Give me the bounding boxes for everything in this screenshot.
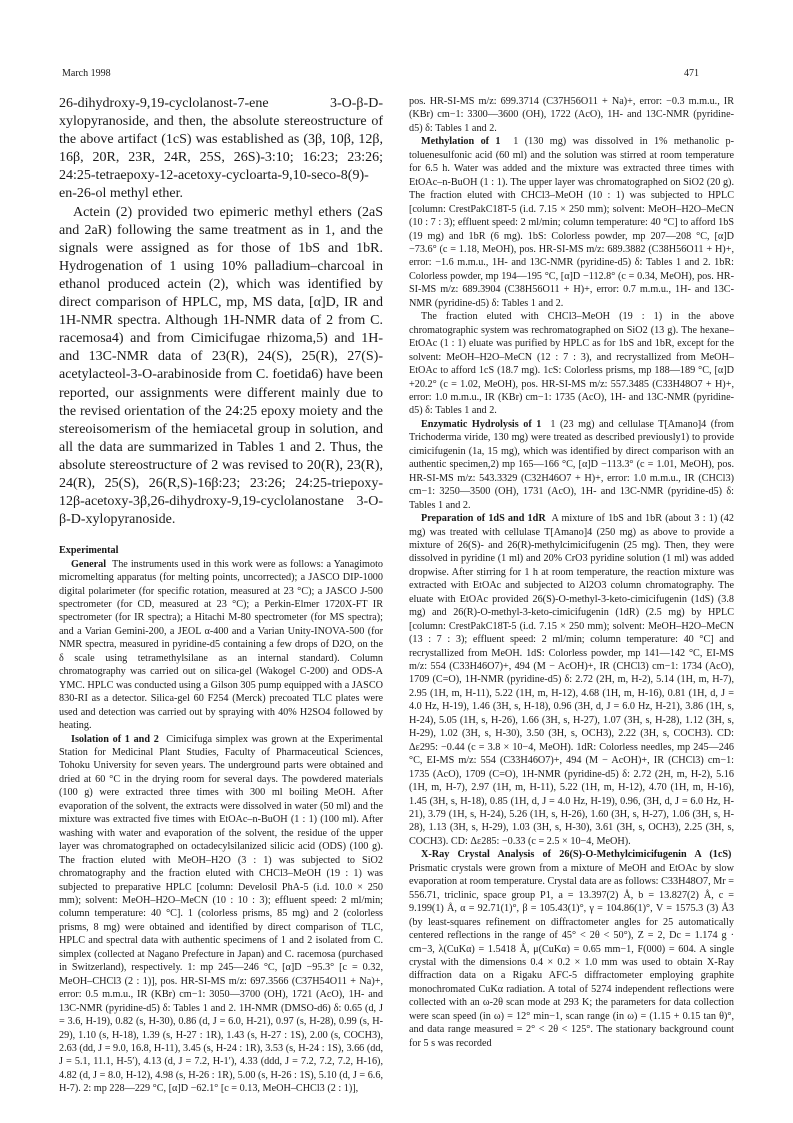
paragraph-text: Cimicifuga simplex was grown at the Experimental Station for Medicinal Plant Studies, Faculty of Pharmaceutical Sciences, Tohoku University for seven years. The underground parts were obtained and dried at 60 °C in the drying room for several days. The powdered materials (100 g) were extracted three times with 300 ml boiling MeOH. After evaporation of the solvent, the extracts were dissolved in water (50 ml) and the mixture was extracted five times with EtOAc–n-BuOH (1 : 1) (100 ml). After washing with water and evaporation of the solvent, the residue of the upper layer was chromatographed on octadecylsilanized silicic acid (ODS) (100 g). The fraction eluted with MeOH–H2O (3 : 1) was subjected to SiO2 chromatography and the fraction eluted with CHCl3–MeOH (19 : 1) was subjected to preparative HPLC [column: Develosil PhA-5 (i.d. 10.0 × 250 mm); solvent: MeOH–H2O–MeCN (10 : 10 : 3); effluent speed: 2 ml/min; column temperature: 40 °C]. 1 (colorless prisms, 85 mg) and 2 (colorless prisms, 8 mg) were obtained and identified by direct comparison of TLC, HPLC and spectral data with authentic specimens of 1 and 2 isolated from C. simplex (collected at Nagano Prefecture in Japan) and C. racemosa (purchased in Switzerland), respectively. 1: mp 245—246 °C, [α]D −95.3° [c = 0.32, MeOH–CHCl3 (2 : 1)], pos. HR-SI-MS m/z: 697.3566 (C37H54O11 + Na)+, error: 0.5 m.m.u., IR (KBr) cm−1: 3050—3700 (OH), 1721 (AcO), 1H- and 13C-NMR (pyridine-d5) δ: Tables 1 and 2. 1H-NMR (DMSO-d6) δ: 0.65 (d, J = 3.6, H-19), 0.82 (s, H-30), 0.86 (d, J = 6.0, H-21), 0.97 (s, H-28), 0.99 (s, H-29), 1.10 (s, H-18), 1.39 (s, H-27 : 1R), 1.43 (s, H-27 : 1S), 2.00 (s, COCH3), 2.63 (dd, J = 9.0, 16.8, H-11), 3.45 (s, H-24 : 1R), 3.53 (s, H-24 : 1S), 3.66 (dd, J = 5.1, 11.1, H-5′), 4.13 (d, J = 7.2, H-1′), 4.33 (ddd, J = 7.2, 7.2, 7.2, H-16), 4.82 (d, J = 8.0, H-12), 4.98 (s, H-26 : 1R), 5.00 (s, H-26 : 1S), 5.10 (d, J = 6.6, H-7). 2: mp 228—229 °C, [α]D −62.1° [c = 0.13, MeOH–CHCl3 (2 : 1)],	[59, 733, 384, 1095]
paragraph-text: The instruments used in this work were as follows: a Yanagimoto micromelting apparatus (for melting points, uncorrected); a JASCO DIP-1000 digital polarimeter (for specific rotation, measured at 23 °C); a JASCO J-500 spectrometer (for CD, measured at 23 °C); a Perkin-Elmer 1720X-FT IR spectrometer (for IR spectra); a Hitachi M-80 spectrometer (for MS spectra); and a Varian Gemini-200, a JEOL α-400 and a Varian Unity-INOVA-500 (for NMR spectra, measured in pyridine-d5 containing a few drops of D2O, on the δ scale using tetramethylsilane as an internal standard). Column chromatography was carried out on silica-gel (Wakogel C-200) and ODS-A YMC. HPLC was conducted using a Gilson 305 pump equipped with a JASCO 830-RI as a detector. Silica-gel 60 F254 (Merck) precoated TLC plates were used and detection was carried out by spraying with 40% H2SO4 followed by heating.	[59, 558, 383, 732]
paragraph-title: Isolation of 1 and 2	[71, 733, 159, 745]
right-column	[409, 95, 734, 1079]
paragraph-title: X-Ray Crystal Analysis of 26(S)-O-Methylcimicifugenin A (1cS)	[421, 849, 732, 861]
discussion-section	[59, 95, 383, 529]
paragraph-title: Methylation of 1	[421, 136, 501, 148]
experimental-paragraph	[409, 848, 734, 1050]
experimental-paragraph	[59, 733, 383, 1096]
running-header-date: March 1998	[62, 68, 111, 79]
experimental-heading: Experimental	[59, 545, 119, 557]
paragraph-title: Enzymatic Hydrolysis of 1	[421, 418, 542, 430]
left-column	[59, 95, 384, 1095]
experimental-paragraph	[59, 558, 383, 733]
experimental-paragraph	[409, 310, 734, 418]
paragraph-text: 1 (23 mg) and cellulase T[Amano]4 (from Trichoderma viride, 130 mg) were treated as described previously1) to provide cimicifugenin (1a, 15 mg), which was identified by direct comparison with an authentic specimen,2) mp 165—166 °C, [α]D −113.3° (c = 1.01, MeOH), pos. HR-SI-MS m/z: 543.3329 (C32H46O7 + H)+, error: 1.0 m.m.u., IR (CHCl3) cm−1: 3250—3500 (OH), 1731 (AcO), 1H- and 13C-NMR (pyridine-d5) δ: Tables 1 and 2.	[409, 418, 734, 511]
discussion-paragraph: 26-dihydroxy-9,19-cyclolanost-7-ene 3-O-β-D-xylopyranoside, and then, the absolute stereostructure of the above artifact (1cS) was established as (3β, 10β, 12β, 16β, 20R, 23R, 24R, 25S, 26S)-3:10; 16:23; 23:26; 24:25-tetraepoxy-12-acetoxy-cycloarta-9,10-seco-8(9)-en-26-ol methyl ether.	[59, 96, 383, 202]
page-header	[60, 68, 733, 82]
paragraph-text: A mixture of 1bS and 1bR (about 3 : 1) (42 mg) was treated with cellulase T[Amano]4 (250 mg) as above to provide a mixture of 26(S)- and 26(R)-methylcimicifugenin (25 mg). Then, they were dissolved in pyridine (1 ml) and 20% CrO3 pyridine solution (1 ml) was added dropwise. After stirring for 1 h at room temperature, the reaction mixture was extracted with EtOAc and subjected to Al2O3 column chromatography. The eluate with EtOAc provided 26(S)-O-methyl-3-keto-cimicifugenin (1dS) (3.8 mg) and 26(R)-O-methyl-3-keto-cimicifugenin (1dR) (2.5 mg) by HPLC [column: CrestPakC18T-5 (i.d. 7.15 × 250 mm); solvent: MeOH–H2O–MeCN (13 : 7 : 3); effluent speed: 2 ml/min; column temperature: 40 °C] and recrystallized from MeOH. 1dS: Colorless powder, mp 141—142 °C, EI-MS m/z: 554 (C33H46O7)+, 494 (M − AcOH)+, IR (CHCl3) cm−1: 1734 (AcO), 1709 (C=O), 1H-NMR (pyridine-d5) δ: 2.72 (2H, m, H-2), 5.14 (1H, m, H-7), 2.95 (1H, m, H-11), 5.22 (1H, m, H-12), 4.68 (1H, m, H-16), 0.81 (1H, d, J = 4.0 Hz, H-19), 1.46 (3H, s, H-18), 0.96 (3H, d, J = 6.0 Hz, H-21), 3.86 (1H, s, H-24), 5.05 (1H, s, H-26), 1.66 (3H, s, H-27), 1.07 (3H, s, H-28), 1.12 (3H, s, H-29), 1.02 (3H, s, H-30), 3.50 (3H, s, OCH3), 2.22 (3H, s, COCH3). CD: Δε295: −0.44 (c = 3.8 × 10−4, MeOH). 1dR: Colorless needles, mp 245—246 °C, EI-MS m/z: 554 (C33H46O7)+, 494 (M − AcOH)+, IR (CHCl3) cm−1: 1735 (AcO), 1709 (C=O), 1H-NMR (pyridine-d5) δ: 2.72 (2H, m, H-2), 5.16 (1H, m, H-7), 2.97 (1H, m, H-11), 5.22 (1H, m, H-12), 4.70 (1H, m, H-16), 1.45 (3H, s, H-18), 0.85 (1H, d, J = 4.0 Hz, H-19), 0.96, (3H, d, J = 6.0 Hz, H-21), 3.79 (1H, s, H-24), 5.26 (1H, s, H-26), 1.60 (3H, s, H-27), 1.06 (3H, s, H-28), 1.13 (3H, s, H-29), 1.03 (3H, s, H-30), 3.61 (3H, s, OCH3), 2.25 (3H, s, COCH3). CD: Δε285: −0.33 (c = 2.5 × 10−4, MeOH).	[409, 513, 734, 847]
discussion-paragraph: Actein (2) provided two epimeric methyl ethers (2aS and 2aR) following the same treatment as in 1, and the signals were assigned as for those of 1bS and 1bR. Hydrogenation of 1 using 10% palladium–charcoal in ethanol produced actein (2), which was identified by direct comparison of HPLC, mp, MS data, [α]D, IR and 1H-NMR spectra. Although 1H-NMR data of 2 from C. racemosa4) and from Cimicifugae rhizoma,5) and 1H- and 13C-NMR data of 23(R), 24(S), 25(R), 27(S)-acetylacteol-3-O-arabinoside from C. foetida6) have been reported, our assignments were different mainly due to the revised orientation of the 24:25 epoxy moiety and the stereoisomerism of the hemiacetal group in solution, and all the data are summarized in Tables 1 and 2. Thus, the absolute stereostructure of 2 was revised to 20(R), 23(R), 24(R), 25(S), 26(R,S)-16β:23; 23:26; 24:25-triepoxy-12β-acetoxy-3β,26-dihydroxy-9,19-cyclolanostane 3-O-β-D-xylopyranoside.	[59, 204, 383, 528]
paragraph-text: Prismatic crystals were grown from a mixture of MeOH and EtOAc by slow evaporation at room temperature. Crystal data are as follows: C33H48O7, Mr = 556.71, triclinic, space group P1, a = 13.397(2) Å, b = 13.827(2) Å, c = 9.199(1) Å, α = 92.71(1)°, β = 105.43(1)°, γ = 104.86(1)°, V = 1575.3 (3) Å3 (by least-squares refinement on diffractometer angles for 25 automatically centered reflections in the range of 45° < 2θ < 50°), Z = 2, Dc = 1.174 g · cm−3, λ(CuKα) = 1.5418 Å, μ(CuKα) = 0.65 mm−1, F(000) = 604. A single crystal with the dimensions 0.4 × 0.2 × 1.0 mm was used to obtain X-Ray diffraction data on a Rigaku AFC-5 diffractometer employing graphite monochromated CuKα radiation. A total of 5274 independent reflections were collected with an ω-2θ scan mode at 293 K; the parameters for data collection were scan speed (in ω) = 12° min−1, scan range (in ω) = (1.15 + 0.15 tan θ)°, and data range measured = 2° < 2θ < 125°. The stationary background count for 5 s was recorded	[409, 862, 734, 1049]
page-number: 471	[684, 68, 699, 79]
experimental-paragraph	[409, 135, 734, 310]
paragraph-title: Preparation of 1dS and 1dR	[421, 513, 546, 525]
experimental-paragraph	[409, 512, 734, 848]
experimental-paragraph	[409, 418, 734, 512]
paragraph-title: General	[71, 558, 107, 570]
paragraph-text: The fraction eluted with CHCl3–MeOH (19 : 1) in the above chromatographic system was rechromatographed on SiO2 (13 g). The hexane–EtOAc (1 : 1) eluate was purified by HPLC as for 1bS and 1bR, except for the solvent: MeOH–H2O–MeCN (12 : 7 : 3), and recrystallized from MeOH–EtOAc to afford 1cS (18.7 mg). 1cS: Colorless prisms, mp 188—189 °C, [α]D +20.2° (c = 1.02, MeOH), pos. HR-SI-MS m/z: 557.3485 (C33H48O7 + H)+, error: 1.0 m.m.u., IR (KBr) cm−1: 1735 (AcO), 1H- and 13C-NMR (pyridine-d5) δ: Tables 1 and 2.	[409, 311, 734, 417]
experimental-section	[59, 544, 383, 1096]
paragraph-text: 1 (130 mg) was dissolved in 1% methanolic p-toluenesulfonic acid (60 ml) and the solution was stirred at room temperature for 6.5 h. Water was added and the mixture was extracted three times with EtOAc–n-BuOH (1 : 1). The upper layer was chromatographed on SiO2 (20 g). The fraction eluted with CHCl3–MeOH (10 : 1) was subjected to HPLC [column: CrestPakC18T-5 (i.d. 7.15 × 250 mm); solvent: MeOH–H2O–MeCN (10 : 7 : 3); effluent speed: 2 ml/min; column temperature: 40 °C] to afford 1bS (19 mg) and 1bR (6 mg). 1bS: Colorless powder, mp 207—208 °C, [α]D −73.6° (c = 1.18, MeOH), pos. HR-SI-MS m/z: 689.3882 (C38H56O11 + H)+, error: −1.6 m.m.u., 1H- and 13C-NMR (pyridine-d5) δ: Tables 1 and 2. 1bR: Colorless powder, mp 194—195 °C, [α]D −112.8° (c = 0.34, MeOH), pos. HR-SI-MS m/z: 689.3904 (C38H56O11 + H)+, error: 0.7 m.m.u., 1H- and 13C-NMR (pyridine-d5) δ: Tables 1 and 2.	[409, 136, 735, 309]
continued-paragraph: pos. HR-SI-MS m/z: 699.3714 (C37H56O11 + Na)+, error: −0.3 m.m.u., IR (KBr) cm−1: 3300—3600 (OH), 1722 (AcO), 1H- and 13C-NMR (pyridine-d5) δ: Tables 1 and 2.	[409, 96, 734, 134]
